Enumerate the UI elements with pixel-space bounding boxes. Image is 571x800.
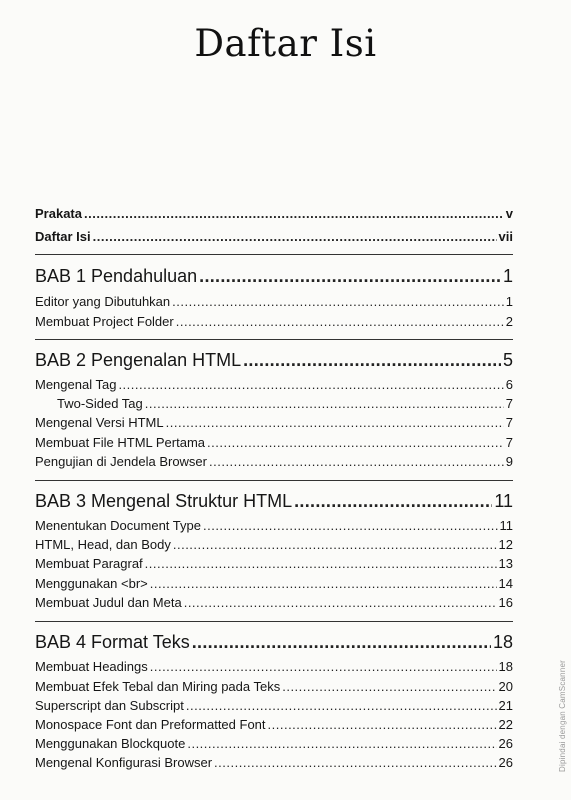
toc-entry (35, 736, 513, 751)
chapter-divider (35, 339, 513, 340)
dot-leader (145, 396, 504, 411)
toc-entry-page: 1 (505, 294, 513, 309)
toc-entry-label: Membuat Paragraf (35, 556, 143, 571)
toc-entry-label: Pengujian di Jendela Browser (35, 454, 207, 469)
dot-leader (172, 294, 504, 309)
toc-entry-label: Menggunakan <br> (35, 576, 148, 591)
toc-entry-label: Monospace Font dan Preformatted Font (35, 717, 266, 732)
toc-entry-label: Mengenal Versi HTML (35, 415, 164, 430)
toc-entry-daftar-isi (35, 229, 513, 244)
toc-entry-page: 7 (505, 435, 513, 450)
page-title: Daftar Isi (194, 22, 377, 65)
toc-entry (35, 679, 513, 694)
chapter-label: BAB 4 Format Teks (35, 632, 190, 652)
dot-leader (199, 266, 501, 287)
toc-entry-label: Membuat Project Folder (35, 314, 174, 329)
toc-entry-label: Editor yang Dibutuhkan (35, 294, 171, 309)
toc-entry (35, 576, 513, 591)
toc-entry-label: Membuat File HTML Pertama (35, 435, 206, 450)
chapter-page: 1 (502, 266, 513, 286)
dot-leader (184, 595, 497, 610)
toc-entry-page: 11 (499, 518, 513, 533)
toc-entry (35, 595, 513, 610)
dot-leader (84, 206, 504, 221)
toc-entry-page: 6 (505, 377, 513, 392)
chapter-label: BAB 3 Mengenal Struktur HTML (35, 491, 293, 511)
toc-entry-label: Prakata (35, 206, 82, 221)
toc-entry (35, 755, 513, 770)
toc-entry-page: 9 (505, 454, 513, 469)
chapter-divider (35, 621, 513, 622)
chapter-page: 18 (492, 632, 513, 652)
chapter-page: 11 (494, 491, 513, 511)
toc-entry-page: 7 (505, 415, 513, 430)
toc-entry-page: 20 (498, 679, 513, 694)
dot-leader (209, 454, 504, 469)
toc-subentry (35, 396, 513, 411)
dot-leader (145, 556, 497, 571)
dot-leader (93, 229, 497, 244)
toc-entry-label: HTML, Head, dan Body (35, 537, 171, 552)
dot-leader (166, 415, 504, 430)
dot-leader (243, 350, 501, 371)
dot-leader (268, 717, 497, 732)
toc-entry-page: 12 (498, 537, 513, 552)
chapter-label: BAB 1 Pendahuluan (35, 266, 198, 286)
chapter-heading-bab-2 (35, 350, 513, 371)
toc-entry-page: 7 (505, 396, 513, 411)
toc-entry (35, 415, 513, 430)
toc-entry-label: Membuat Headings (35, 659, 148, 674)
toc-entry (35, 377, 513, 392)
dot-leader (214, 755, 496, 770)
toc-entry-label: Mengenal Tag (35, 377, 117, 392)
toc-entry-label: Menggunakan Blockquote (35, 736, 186, 751)
toc-entry (35, 698, 513, 713)
dot-leader (118, 377, 503, 392)
scanner-watermark: Dipindai dengan CamScanner (558, 660, 567, 772)
dot-leader (186, 698, 497, 713)
chapter-page: 5 (502, 350, 513, 370)
dot-leader (187, 736, 496, 751)
toc-entry-page: 22 (498, 717, 513, 732)
toc-entry-page: 26 (498, 736, 513, 751)
toc-entry-page: 2 (505, 314, 513, 329)
toc-entry-page: vii (498, 229, 513, 244)
toc-entry-page: 14 (498, 576, 513, 591)
toc-entry-label: Membuat Judul dan Meta (35, 595, 182, 610)
toc-entry-label: Superscript dan Subscript (35, 698, 184, 713)
toc-entry-label: Menentukan Document Type (35, 518, 201, 533)
dot-leader (294, 491, 492, 512)
toc-entry-label: Mengenal Konfigurasi Browser (35, 755, 213, 770)
toc-entry-page: v (505, 206, 513, 221)
chapter-label: BAB 2 Pengenalan HTML (35, 350, 242, 370)
toc-entry-page: 16 (498, 595, 513, 610)
chapter-divider (35, 254, 513, 255)
dot-leader (282, 679, 496, 694)
toc-entry-page: 26 (498, 755, 513, 770)
toc-entry-label: Membuat Efek Tebal dan Miring pada Teks (35, 679, 281, 694)
chapter-divider (35, 480, 513, 481)
dot-leader (207, 435, 504, 450)
chapter-heading-bab-3 (35, 491, 513, 512)
chapter-heading-bab-4 (35, 632, 513, 653)
dot-leader (150, 659, 497, 674)
toc-entry (35, 537, 513, 552)
dot-leader (203, 518, 498, 533)
toc-entry-page: 21 (498, 698, 513, 713)
toc-entry-prakata (35, 206, 513, 221)
dot-leader (192, 632, 491, 653)
toc-entry-label: Daftar Isi (35, 229, 91, 244)
toc-entry (35, 556, 513, 571)
toc-entry (35, 454, 513, 469)
toc-entry (35, 659, 513, 674)
toc-entry-label: Two-Sided Tag (57, 396, 143, 411)
dot-leader (173, 537, 497, 552)
chapter-heading-bab-1 (35, 266, 513, 287)
dot-leader (150, 576, 497, 591)
dot-leader (176, 314, 504, 329)
toc-entry-page: 18 (498, 659, 513, 674)
toc-entry (35, 314, 513, 329)
toc-entry (35, 435, 513, 450)
toc-entry (35, 294, 513, 309)
toc-entry (35, 717, 513, 732)
toc-entry (35, 518, 513, 533)
toc-entry-page: 13 (498, 556, 513, 571)
